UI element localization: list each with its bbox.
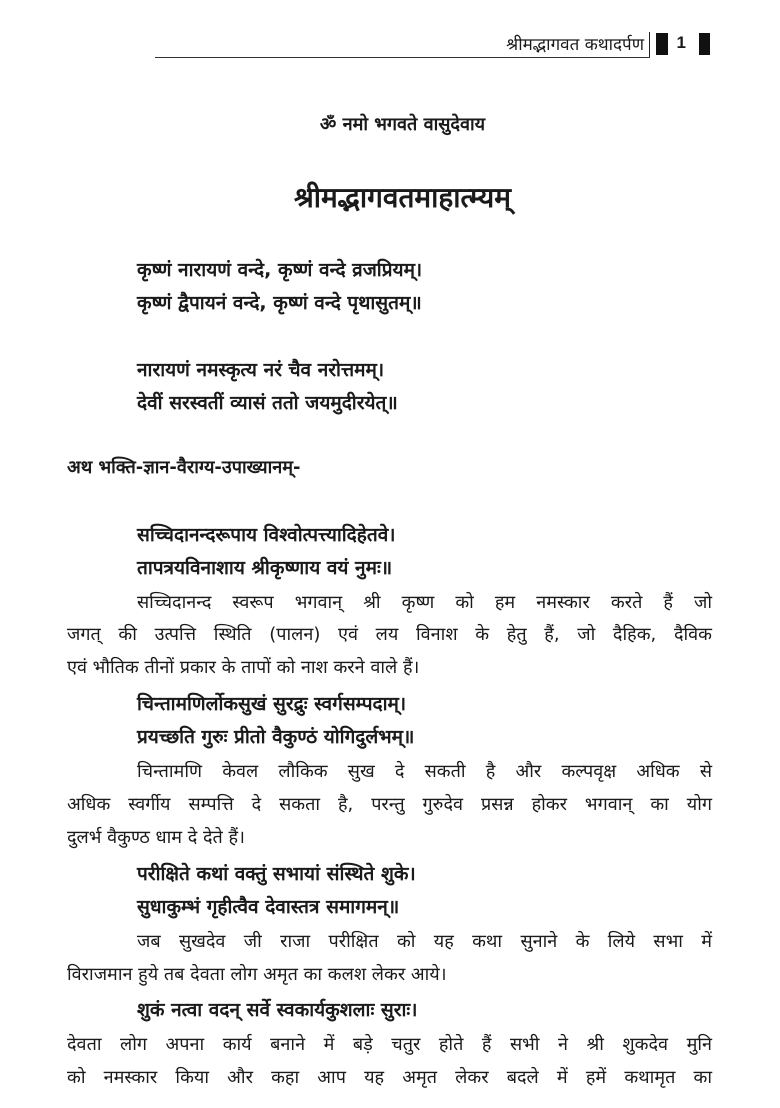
prose-line: जगत् की उत्पत्ति स्थिति (पालन) एवं लय विनाश के हेतु हैं, जो दैहिक, दैविक [67, 624, 712, 645]
header-block-right [699, 33, 710, 55]
header-rule [155, 57, 650, 58]
verse-line: तापत्रयविनाशाय श्रीकृष्णाय वयं नुमः॥ [137, 557, 393, 579]
prose-line: जब सुखदेव जी राजा परीक्षित को यह कथा सुनाने के लिये सभा में [137, 931, 712, 952]
page-number: 1 [676, 33, 686, 52]
prose-line: सच्चिदानन्द स्वरूप भगवान् श्री कृष्ण को हम नमस्कार करते हैं जो [137, 592, 712, 613]
prose-line: विराजमान हुये तब देवता लोग अमृत का कलश लेकर आये। [67, 964, 447, 985]
verse-line: चिन्तामणिर्लोकसुखं सुरद्रुः स्वर्गसम्पदाम्। [137, 693, 407, 715]
prose-line: दुलर्भ वैकुण्ठ धाम दे देते हैं। [67, 827, 245, 848]
running-title: श्रीमद्भागवत कथादर्पण [506, 35, 644, 55]
invocation: ॐ नमो भगवते वासुदेवाय [319, 114, 486, 135]
section-heading: अथ भक्ति-ज्ञान-वैराग्य-उपाख्यानम्- [67, 457, 301, 478]
running-header [155, 30, 710, 58]
prose-line: एवं भौतिक तीनों प्रकार के तापों को नाश करने वाले हैं। [67, 657, 420, 678]
verse-line: देवीं सरस्वतीं व्यासं ततो जयमुदीरयेत्॥ [137, 392, 398, 414]
verse-line: शुकं नत्वा वदन् सर्वे स्वकार्यकुशलाः सुराः। [137, 999, 418, 1021]
page-title: श्रीमद्भागवतमाहात्म्यम् [293, 181, 512, 214]
header-block-left [656, 33, 668, 55]
verse-line: परीक्षिते कथां वक्तुं सभायां संस्थिते शुके। [137, 863, 416, 885]
verse-line: सच्चिदानन्दरूपाय विश्वोत्पत्त्यादिहेतवे। [137, 524, 396, 546]
prose-line: चिन्तामणि केवल लौकिक सुख दे सकती है और कल्पवृक्ष अधिक से [137, 761, 712, 782]
verse-line: प्रयच्छति गुरुः प्रीतो वैकुण्ठं योगिदुर्लभम्॥ [137, 726, 415, 748]
prose-line: अधिक स्वर्गीय सम्पत्ति दे सकता है, परन्तु गुरुदेव प्रसन्न होकर भगवान् का योग [67, 794, 712, 815]
header-divider [649, 32, 651, 58]
verse-line: सुधाकुम्भं गृहीत्वैव देवास्तत्र समागमन्॥ [137, 896, 400, 918]
prose-line: देवता लोग अपना कार्य बनाने में बड़े चतुर होते हैं सभी ने श्री शुकदेव मुनि [67, 1034, 712, 1055]
verse-line: नारायणं नमस्कृत्य नरं चैव नरोत्तमम्। [137, 359, 385, 381]
verse-line: कृष्णं द्वैपायनं वन्दे, कृष्णं वन्दे पृथासुतम्॥ [137, 292, 422, 314]
verse-line: कृष्णं नारायणं वन्दे, कृष्णं वन्दे व्रजप्रियम्। [137, 259, 423, 281]
prose-line: को नमस्कार किया और कहा आप यह अमृत लेकर बदले में हमें कथामृत का [67, 1067, 712, 1088]
